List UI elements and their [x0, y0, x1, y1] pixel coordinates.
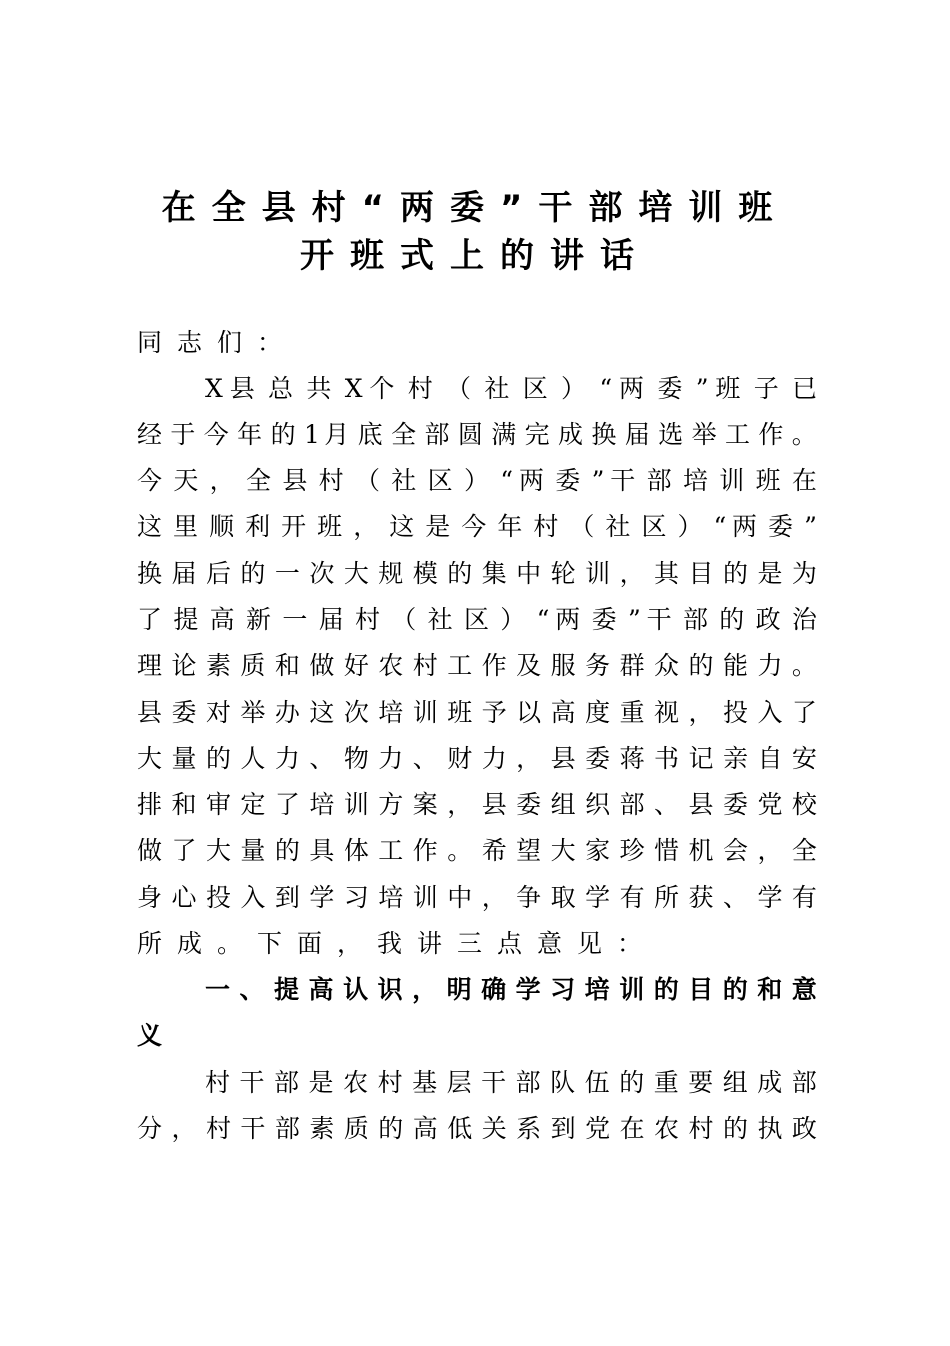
- paragraph-line: 做 了 大 量 的 具 体 工 作 。 希 望 大 家 珍 惜 机 会 ， 全: [137, 836, 817, 865]
- paragraph-line: 县 委 对 举 办 这 次 培 训 班 予 以 高 度 重 视 ， 投 入 了: [137, 698, 817, 727]
- paragraph-line: 今 天 ， 全 县 村 （ 社 区 ） “ 两 委 ” 干 部 培 训 班 在: [137, 466, 817, 495]
- paragraph-line: 经 于 今 年 的 1 月 底 全 部 圆 满 完 成 换 届 选 举 工 作 。: [137, 420, 817, 449]
- title-line-1: 在全县村“两委”干部培训班: [161, 188, 789, 228]
- paragraph-line: 身 心 投 入 到 学 习 培 训 中 ， 争 取 学 有 所 获 、 学 有: [137, 883, 817, 912]
- section-heading: 一 、 提 高 认 识 ， 明 确 学 习 培 训 的 目 的 和 意: [205, 975, 817, 1004]
- paragraph-line: 这 里 顺 利 开 班 ， 这 是 今 年 村 （ 社 区 ） “ 两 委 ”: [137, 512, 817, 541]
- paragraph-line: 了 提 高 新 一 届 村 （ 社 区 ） “ 两 委 ” 干 部 的 政 治: [137, 605, 817, 634]
- paragraph-line: 理 论 素 质 和 做 好 农 村 工 作 及 服 务 群 众 的 能 力 。: [137, 651, 817, 680]
- paragraph-line: 大 量 的 人 力 、 物 力 、 财 力 ， 县 委 蒋 书 记 亲 自 安: [137, 744, 817, 773]
- title-line-2: 开班式上的讲话: [300, 236, 650, 276]
- paragraph-line: 分 ， 村 干 部 素 质 的 高 低 关 系 到 党 在 农 村 的 执 政: [137, 1114, 817, 1143]
- paragraph-line: X 县 总 共 X 个 村 （ 社 区 ） “ 两 委 ” 班 子 已: [205, 374, 818, 403]
- paragraph-line: 排 和 审 定 了 培 训 方 案 ， 县 委 组 织 部 、 县 委 党 校: [137, 790, 817, 819]
- paragraph-line: 换 届 后 的 一 次 大 规 模 的 集 中 轮 训 ， 其 目 的 是 为: [137, 559, 817, 588]
- section-heading: 义: [137, 1021, 178, 1050]
- paragraph-line: 所成。下面，我讲三点意见：: [137, 929, 658, 958]
- paragraph-line: 村 干 部 是 农 村 基 层 干 部 队 伍 的 重 要 组 成 部: [205, 1068, 817, 1097]
- salutation: 同志们：: [137, 328, 298, 357]
